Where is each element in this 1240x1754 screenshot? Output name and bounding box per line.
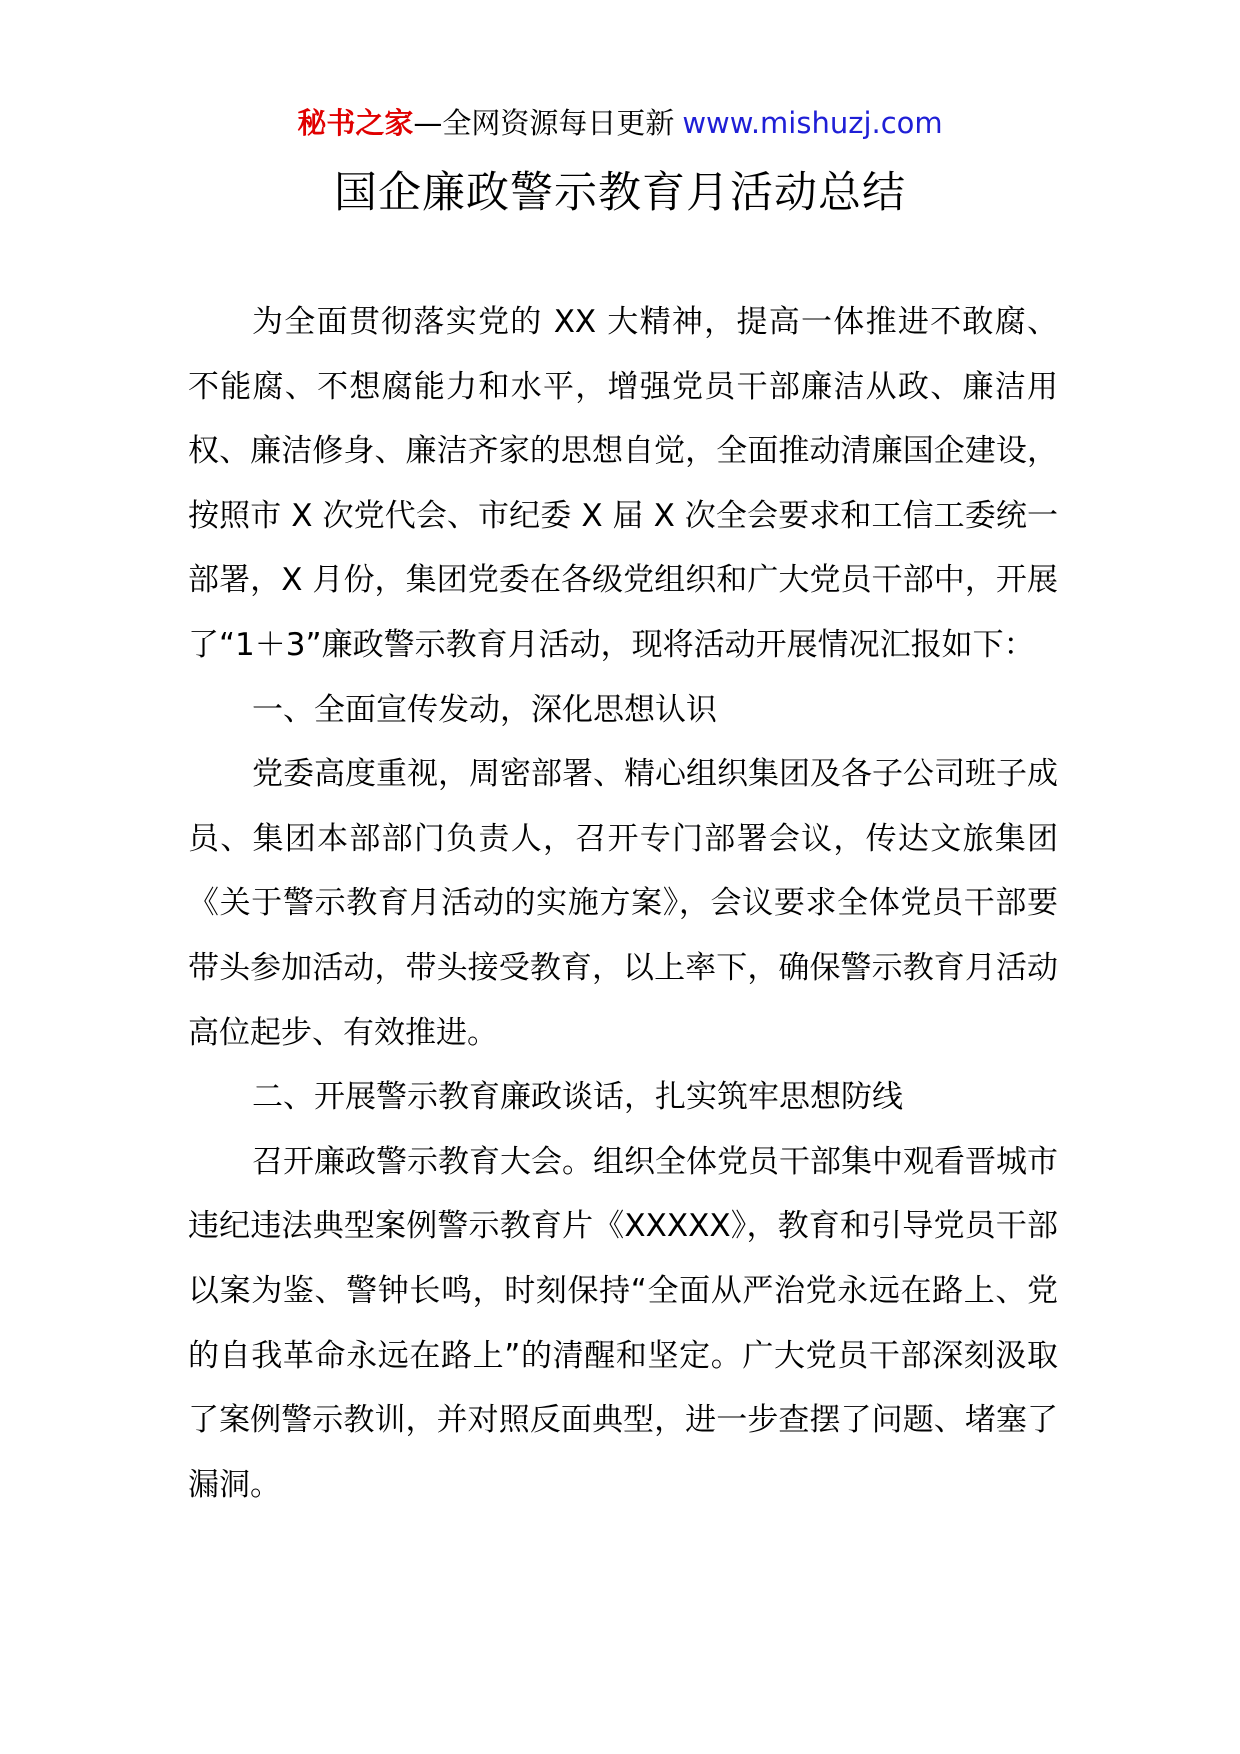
site-header xyxy=(0,103,1240,143)
site-url-link[interactable]: www.mishuzj.com xyxy=(682,106,943,140)
section-heading-2: 二、开展警示教育廉政谈话，扎实筑牢思想防线 xyxy=(252,1079,903,1116)
section-2-paragraph: 召开廉政警示教育大会。组织全体党员干部集中观看晋城市违纪违法典型案例警示教育片《XXXXX》，教育和引导党员干部以案为鉴、警钟长鸣，时刻保持“全面从严治党永远在路上、党的自我革命永远在路上”的清醒和坚定。广大党员干部深刻汲取了案例警示教训，并对照反面典型，进一步查摆了问题、堵塞了漏洞。 xyxy=(188,1143,1058,1503)
intro-paragraph: 为全面贯彻落实党的 XX 大精神，提高一体推进不敢腐、不能腐、不想腐能力和水平，增强党员干部廉洁从政、廉洁用权、廉洁修身、廉洁齐家的思想自觉，全面推动清廉国企建设，按照市 X 次党代会、市纪委 X 届 X 次全会要求和工信工委统一部署，X 月份，集团党委在各级党组织和广大党员干部中，开展了“1＋3”廉政警示教育月活动，现将活动开展情况汇报如下： xyxy=(188,304,1058,663)
brand-name: 秘书之家 xyxy=(297,106,414,140)
section-heading-1: 一、全面宣传发动，深化思想认识 xyxy=(252,691,717,728)
document-body xyxy=(188,290,1058,1517)
document-title: 国企廉政警示教育月活动总结 xyxy=(334,168,906,218)
section-1-paragraph: 党委高度重视，周密部署、精心组织集团及各子公司班子成员、集团本部部门负责人，召开专门部署会议，传达文旅集团《关于警示教育月活动的实施方案》，会议要求全体党员干部要带头参加活动，带头接受教育，以上率下，确保警示教育月活动高位起步、有效推进。 xyxy=(188,756,1058,1051)
header-slogan: —全网资源每日更新 xyxy=(413,106,675,140)
